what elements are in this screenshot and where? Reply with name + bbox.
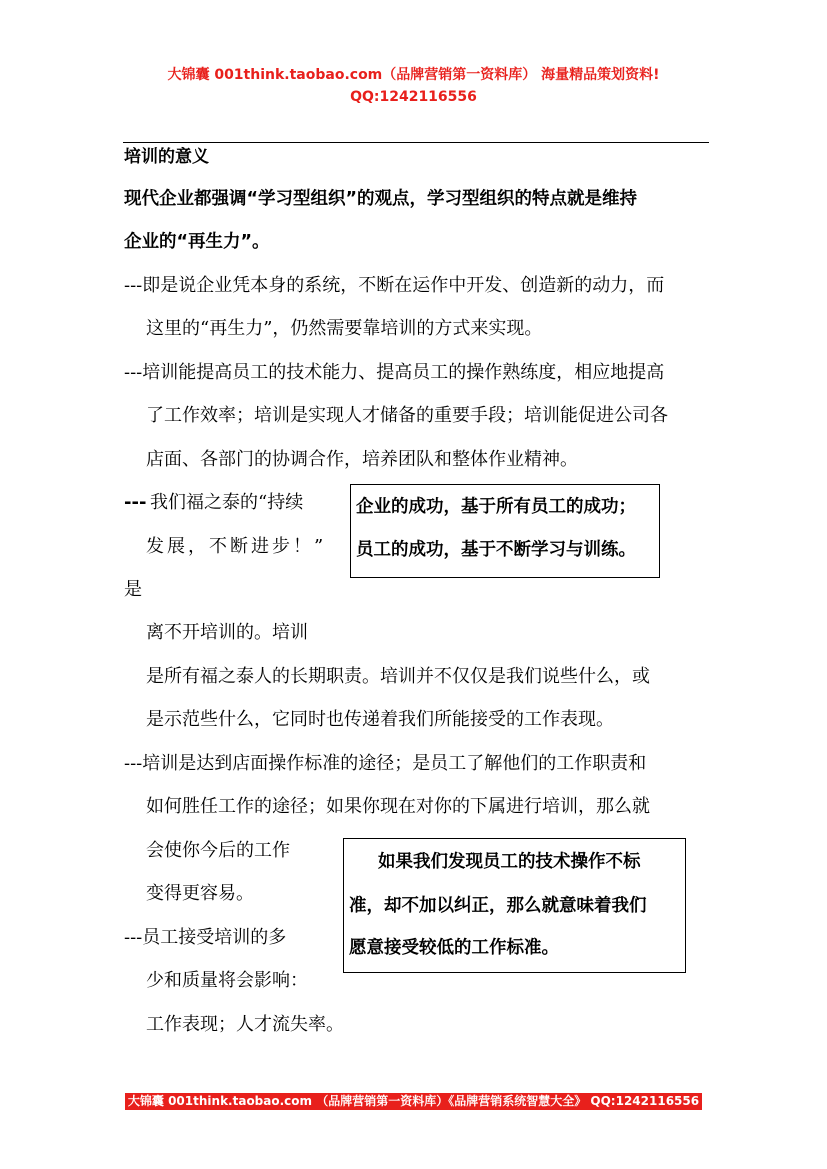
para3-line-1: 我们福之泰的“持续 (150, 492, 304, 513)
para1-line-1: ---即是说企业凭本身的系统，不断在运作中开发、创造新的动力，而 (124, 275, 665, 296)
para4-line-1: ---培训是达到店面操作标准的途径；是员工了解他们的工作职责和 (124, 753, 647, 774)
page-title: 培训的意义 (124, 147, 209, 167)
para5-line-3: 工作表现；人才流失率。 (146, 1014, 344, 1035)
header-line-1: 大锦囊 001think.taobao.com（品牌营销第一资料库） 海量精品策划资料! (167, 67, 660, 83)
callout-standard-line-1: 如果我们发现员工的技术操作不标 (378, 852, 641, 872)
callout-standard-line-3: 愿意接受较低的工作标准。 (349, 938, 559, 958)
intro-line-1: 现代企业都强调“学习型组织”的观点，学习型组织的特点就是维持 (124, 189, 638, 209)
para5-line-2: 少和质量将会影响： (146, 970, 308, 991)
para3-line-2: 发展，不断进步！” (146, 536, 327, 557)
para2-line-3: 店面、各部门的协调合作，培养团队和整体作业精神。 (146, 449, 578, 470)
callout-standard (343, 838, 686, 973)
intro-line-2: 企业的“再生力”。 (124, 232, 270, 252)
para4-line-4: 变得更容易。 (146, 883, 254, 904)
callout-standard-line-2: 准，却不加以纠正，那么就意味着我们 (349, 896, 647, 916)
callout-success-line-2: 员工的成功，基于不断学习与训练。 (356, 540, 636, 560)
callout-success-line-1: 企业的成功，基于所有员工的成功； (356, 497, 636, 517)
header-qq: QQ:1242116556 (350, 89, 477, 105)
para1-line-2: 这里的“再生力”，仍然需要靠培训的方式来实现。 (146, 318, 543, 339)
para3-line-5: 是所有福之泰人的长期职责。培训并不仅仅是我们说些什么，或 (146, 666, 650, 687)
para4-line-3: 会使你今后的工作 (146, 840, 290, 861)
callout-success (350, 484, 660, 578)
para5-line-1: ---员工接受培训的多 (124, 927, 287, 948)
header-divider (123, 142, 709, 143)
para3-line-4: 离不开培训的。培训 (146, 622, 308, 643)
para3-line-6: 是示范些什么，它同时也传递着我们所能接受的工作表现。 (146, 709, 614, 730)
para2-line-1: ---培训能提高员工的技术能力、提高员工的操作熟练度，相应地提高 (124, 362, 665, 383)
para3-dash: --- (124, 492, 147, 513)
footer-banner: 大锦囊 001think.taobao.com （品牌营销第一资料库）《品牌营销系统智慧大全》 QQ:1242116556 (125, 1093, 702, 1110)
para3-line-3: 是 (124, 579, 142, 600)
para4-line-2: 如何胜任工作的途径；如果你现在对你的下属进行培训，那么就 (146, 796, 650, 817)
para2-line-2: 了工作效率；培训是实现人才储备的重要手段；培训能促进公司各 (146, 405, 668, 426)
